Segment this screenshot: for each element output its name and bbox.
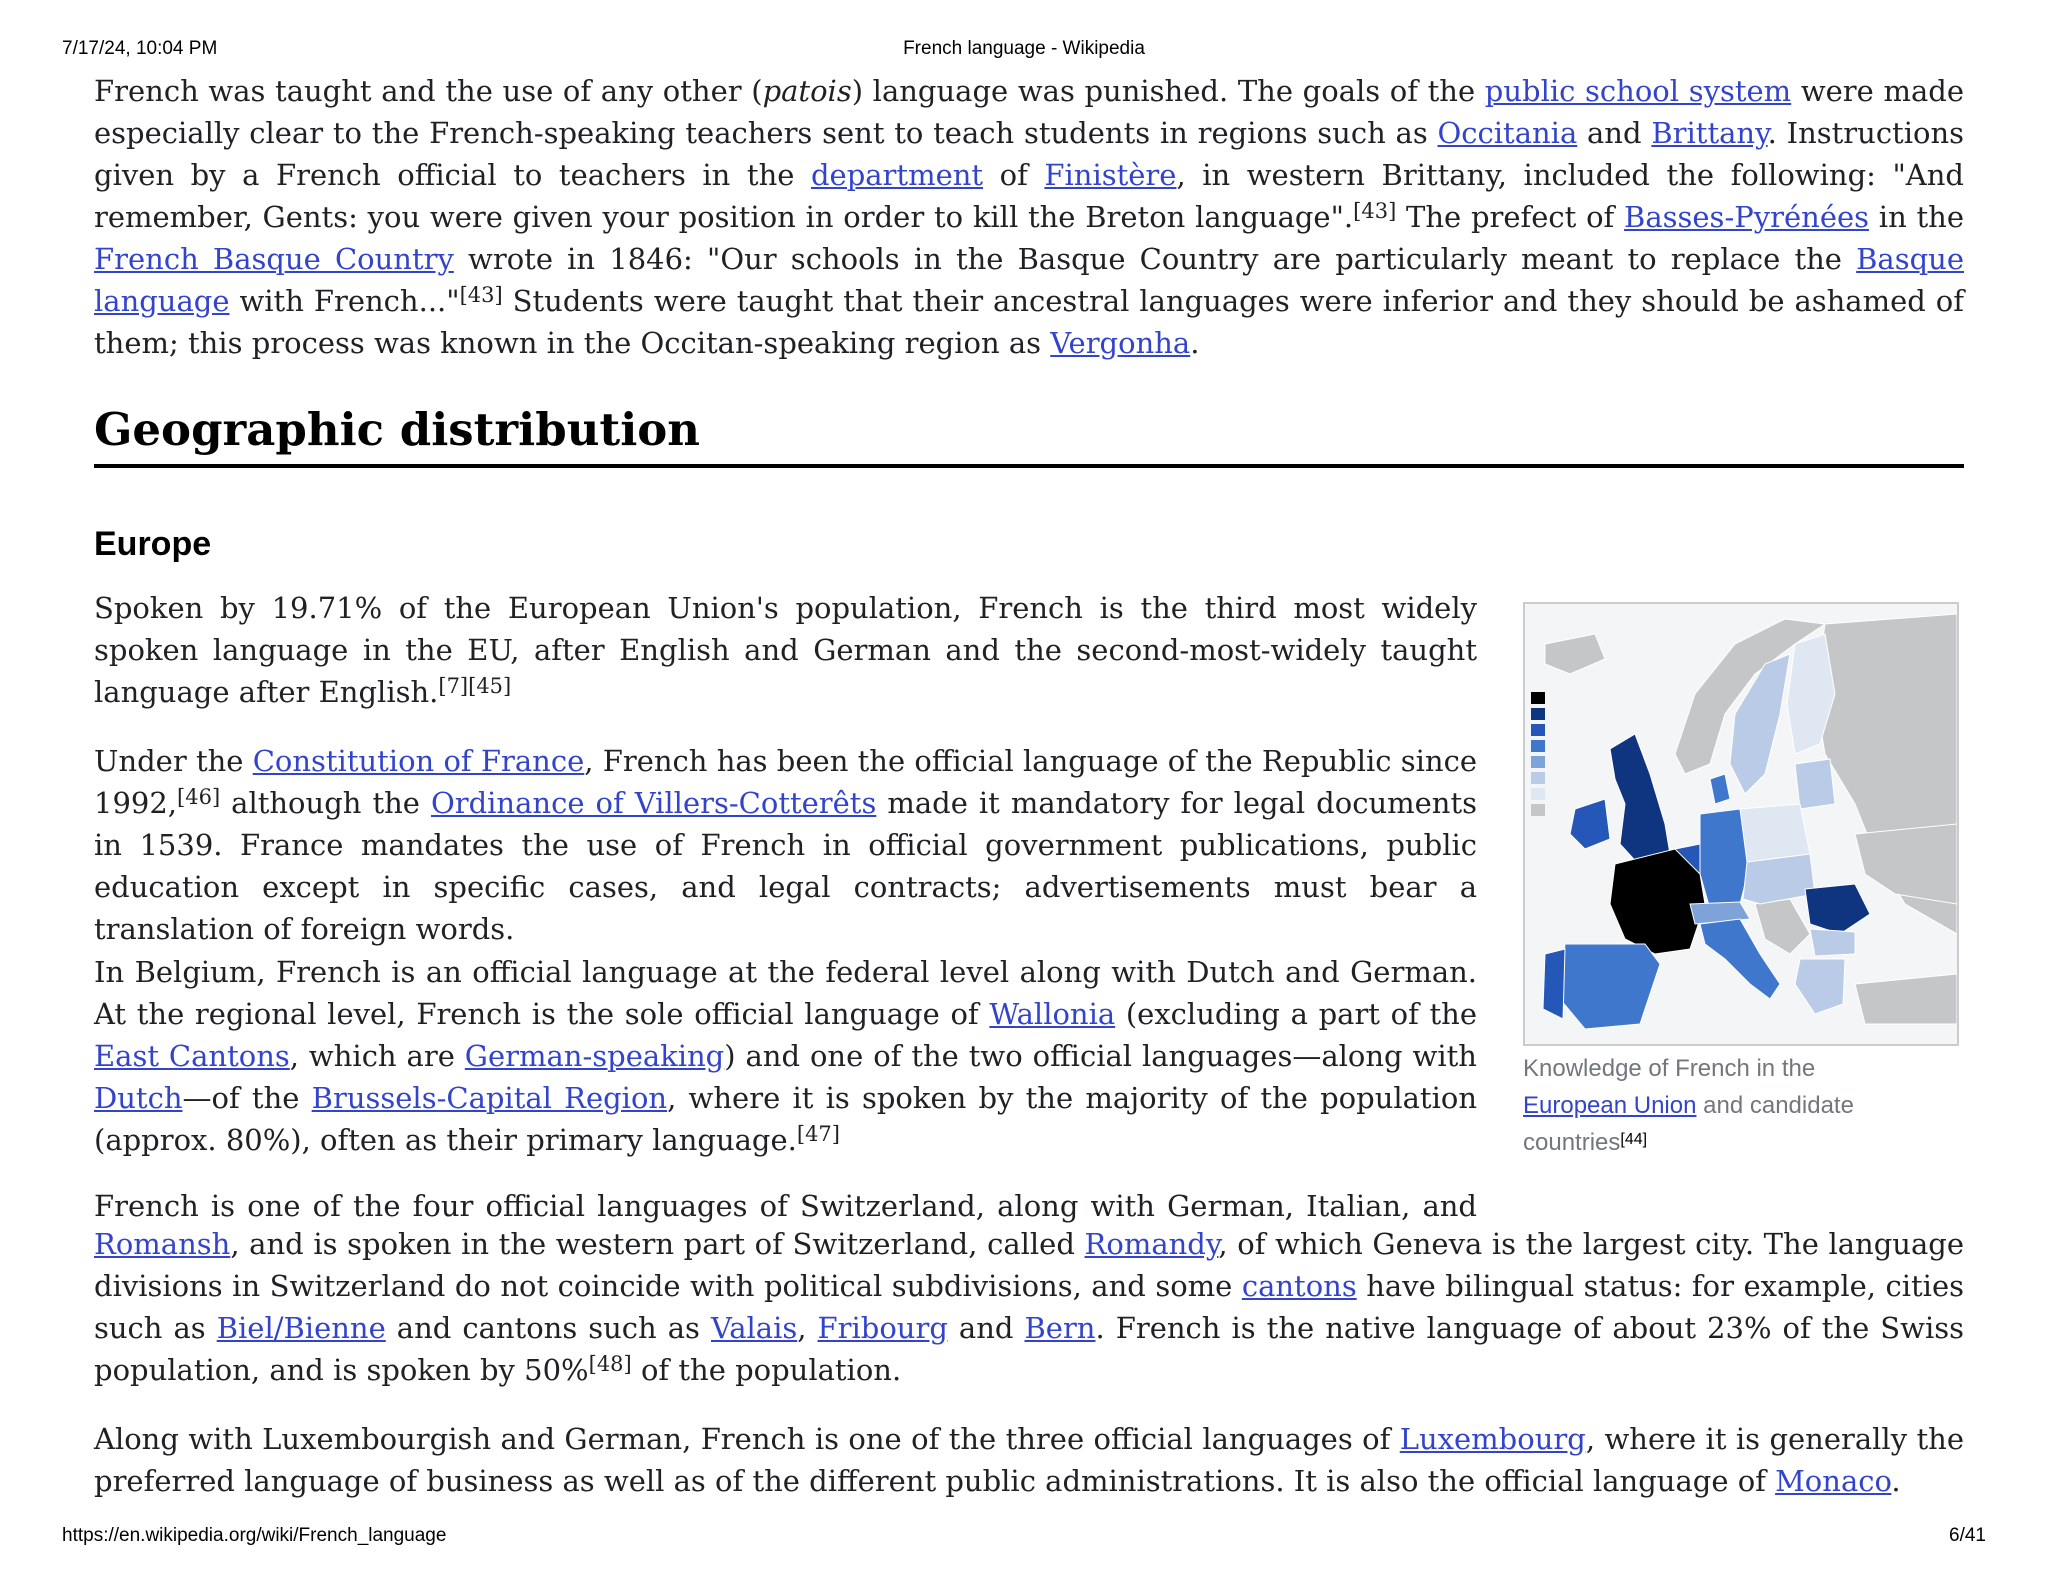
text: and cantons such as (385, 1311, 711, 1345)
link-monaco[interactable]: Monaco (1775, 1464, 1892, 1498)
text: . French is the native language of about 23% of the Swiss population, and is spoken by 50% (94, 1311, 1965, 1387)
legend-swatch (1531, 788, 1545, 800)
europe-map-image[interactable] (1523, 602, 1959, 1046)
legend-swatch (1531, 804, 1545, 816)
text: although the (220, 786, 431, 820)
link-public-school-system[interactable]: public school system (1484, 74, 1792, 108)
text: , in western Brittany, included the following: "And remember, Gents: you were given your position in order to kill the Breton language". (94, 158, 1964, 234)
link-basque-language[interactable]: Basque language (94, 242, 1965, 318)
legend-swatch (1531, 724, 1545, 736)
link-brussels-capital-region[interactable]: Brussels-Capital Region (311, 1081, 668, 1115)
link-constitution-of-france[interactable]: Constitution of France (252, 744, 585, 778)
text: in the (1869, 200, 1964, 234)
reference-45[interactable]: [45] (468, 674, 512, 698)
text: . (1190, 326, 1200, 360)
intro-paragraph (94, 70, 1964, 364)
text: with French..." (229, 284, 460, 318)
reference-43[interactable]: [43] (459, 283, 503, 307)
text: wrote in 1846: "Our schools in the Basque Country are particularly meant to replace the (453, 242, 1857, 276)
constitution-paragraph (94, 740, 1477, 950)
text: of (983, 158, 1045, 192)
link-brittany[interactable]: Brittany (1651, 116, 1768, 150)
legend-swatch (1531, 692, 1545, 704)
text: Along with Luxembourgish and German, French is one of the three official languages of (94, 1422, 1400, 1456)
france-region (1610, 849, 1705, 954)
text: . (1891, 1464, 1901, 1498)
link-occitania[interactable]: Occitania (1437, 116, 1578, 150)
link-romandy[interactable]: Romandy (1084, 1227, 1219, 1261)
legend-swatch (1531, 740, 1545, 752)
text: and candidate countries (1523, 1092, 1854, 1156)
text: Students were taught that their ancestral languages were inferior and they should be ashamed of them; this process was known in the Occitan-speaking region as (94, 284, 1964, 360)
text: In Belgium, French is an official language at the federal level along with Dutch and German. At the regional level, French is the sole official language of (94, 955, 1477, 1031)
link-luxembourg[interactable]: Luxembourg (1399, 1422, 1586, 1456)
link-german-speaking[interactable]: German-speaking (464, 1039, 725, 1073)
text: , where it is generally the preferred language of business as well as of the different public administrations. It is also the official language of (94, 1422, 1964, 1498)
reference-47[interactable]: [47] (796, 1122, 840, 1146)
portugal-region (1543, 949, 1565, 1019)
text: , where it is spoken by the majority of the population (approx. 80%), often as their primary language. (94, 1081, 1478, 1157)
text: , which are (289, 1039, 465, 1073)
europe-map-svg (1525, 604, 1957, 1044)
patois-term: patois (762, 74, 852, 108)
text: The prefect of (1396, 200, 1625, 234)
legend-swatch (1531, 772, 1545, 784)
reference-7[interactable]: [7] (438, 674, 469, 698)
link-european-union[interactable]: European Union (1523, 1092, 1697, 1119)
link-valais[interactable]: Valais (710, 1311, 798, 1345)
text: ) and one of the two official languages—along with (724, 1039, 1477, 1073)
text: and (947, 1311, 1025, 1345)
section-heading: Geographic distribution (94, 400, 1964, 468)
baltics-region (1795, 759, 1835, 809)
link-romansh[interactable]: Romansh (94, 1227, 231, 1261)
text: —of the (182, 1081, 312, 1115)
text: French was taught and the use of any other ( (94, 74, 763, 108)
reference-46[interactable]: [46] (177, 785, 221, 809)
luxembourg-paragraph (94, 1418, 1964, 1502)
text: Spoken by 19.71% of the European Union's population, French is the third most widely spoken language in the EU, after English and German and the second-most-widely taught language after English. (94, 591, 1477, 709)
link-vergonha[interactable]: Vergonha (1050, 326, 1191, 360)
text: of the population. (631, 1353, 902, 1387)
link-fribourg[interactable]: Fribourg (817, 1311, 948, 1345)
text: and (1577, 116, 1652, 150)
text: , and is spoken in the western part of Switzerland, called (230, 1227, 1085, 1261)
reference-44[interactable]: [44] (1620, 1131, 1648, 1148)
text: French is one of the four official languages of Switzerland, along with German, Italian, and (94, 1189, 1477, 1223)
text: Under the (94, 744, 253, 778)
link-ordinance-villers-cotterets[interactable]: Ordinance of Villers-Cotterêts (430, 786, 877, 820)
text: were made especially clear to the French-speaking teachers sent to teach students in regions such as (94, 74, 1965, 150)
link-biel-bienne[interactable]: Biel/Bienne (216, 1311, 386, 1345)
belgium-paragraph (94, 951, 1477, 1161)
text: , (797, 1311, 818, 1345)
text: , French has been the official language of the Republic since 1992, (94, 744, 1477, 820)
link-french-basque-country[interactable]: French Basque Country (94, 242, 454, 276)
eu-paragraph (94, 587, 1477, 713)
print-url: https://en.wikipedia.org/wiki/French_language (62, 1525, 447, 1546)
link-wallonia[interactable]: Wallonia (989, 997, 1116, 1031)
print-datetime: 7/17/24, 10:04 PM (62, 38, 218, 59)
bulgaria-region (1810, 929, 1855, 956)
link-department[interactable]: department (810, 158, 984, 192)
switzerland-paragraph-start (94, 1185, 1477, 1227)
link-dutch[interactable]: Dutch (94, 1081, 183, 1115)
text: Knowledge of French in the (1523, 1055, 1816, 1082)
print-page-title: French language - Wikipedia (903, 38, 1145, 59)
text: , of which Geneva is the largest city. The language divisions in Switzerland do not coincide with political subdivisions, and some (94, 1227, 1964, 1303)
text: made it mandatory for legal documents in 1539. France mandates the use of French in official government publications, public education except in specific cases, and legal contracts; advertisements must bear a translation of foreign words. (94, 786, 1477, 946)
map-caption (1523, 1050, 1923, 1161)
text: ) language was punished. The goals of the (851, 74, 1485, 108)
legend-swatch (1531, 756, 1545, 768)
link-basses-pyrenees[interactable]: Basses-Pyrénées (1624, 200, 1870, 234)
subsection-heading: Europe (94, 525, 212, 563)
reference-43[interactable]: [43] (1353, 199, 1397, 223)
link-bern[interactable]: Bern (1024, 1311, 1096, 1345)
reference-48[interactable]: [48] (588, 1352, 632, 1376)
text: have bilingual status: for example, cities such as (94, 1269, 1964, 1345)
map-figure (1523, 602, 1959, 1161)
link-finistere[interactable]: Finistère (1044, 158, 1177, 192)
legend-swatch (1531, 708, 1545, 720)
link-cantons[interactable]: cantons (1241, 1269, 1357, 1303)
text: (excluding a part of the (1115, 997, 1477, 1031)
link-east-cantons[interactable]: East Cantons (94, 1039, 290, 1073)
print-page-number: 6/41 (1949, 1525, 1986, 1546)
switzerland-paragraph (94, 1223, 1964, 1391)
text: . Instructions given by a French official to teachers in the (94, 116, 1965, 192)
